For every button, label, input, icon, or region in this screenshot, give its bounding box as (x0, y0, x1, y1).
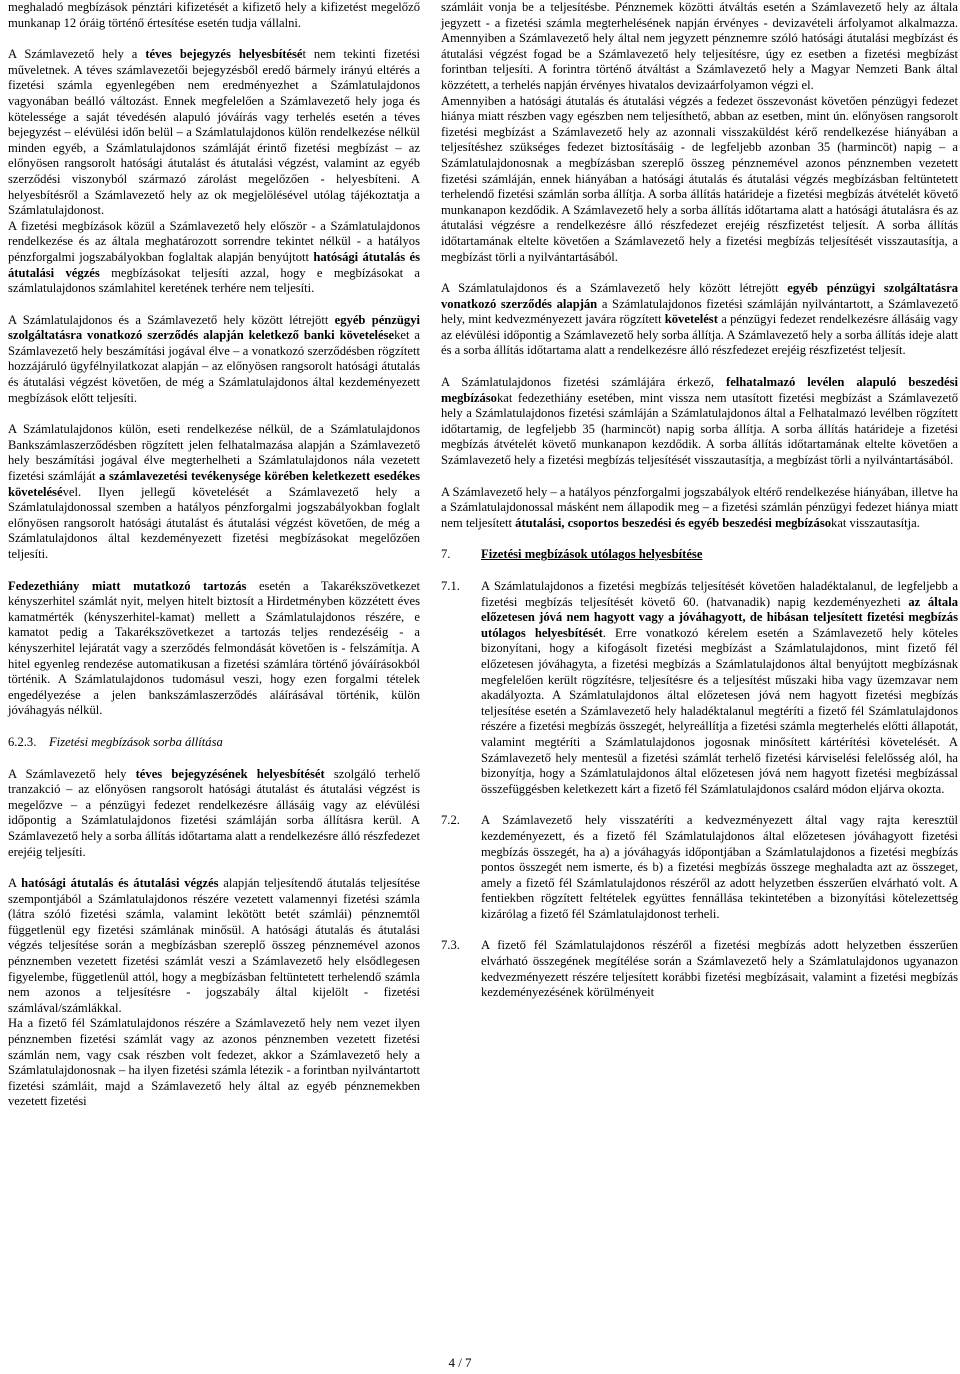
paragraph: A Számlatulajdonos külön, eseti rendelkezése nélkül, de a Számlatulajdonos Bankszámlaszerződésben rögzített jelen felhatalmazása alapján a Számlavezető hely beszámítási jogával élve megterhelheti a Számlatulajdonos nála vezetett fizetési számláját a számlavezetési tevékenysége körében keletkezett esedékes követelésével. Ilyen jellegű követelését a Számlavezető hely a Számlatulajdonossal szemben a hatályos pénzforgalmi jogszabályokban foglalt előnyösen rangsorolt hatósági átutalást és átutalási végzést követően, de még a Számlatulajdonos által kezdeményezett fizetési megbízásokat megelőzően teljesíti. (8, 422, 420, 561)
paragraph: Amennyiben a hatósági átutalás és átutalási végzés a fedezet összevonást követően pénzügyi fedezet hiánya miatt részben vagy egészben nem teljesíthető, abban az esetben, mint ún. előnyösen rangsorolt fizetési megbízást a Számlavezető hely az azonnali visszaküldést kérő rendelkezése hiányában a teljesítéshez szükséges fedezet biztosításáig - de legfeljebb azonban 35 (harmincöt) napig – a Számlatulajdonosnak a megbízásban szereplő összeg pénznemével azonos pénznemben vezetett fizetési számláján, ennek hiányában a hatósági átutalás és átutalási végzés megbízásban feltüntetett terhelendő fizetési számlán sorba állítja. A sorba állítás határideje a fizetési megbízás átvételét követő munkanapon kezdődik. A Számlavezető hely a sorba állítás időtartama alatt a hatósági átutalásra és az átutalási végzésre a rendelkezésre álló részfedezet erejéig részfizetést teljesít. A sorba állítás időtartamának eltelte követően a Számlavezető hely a fizetési megbízás teljesítését visszautasítja, a megbízást törli a nyilvántartásából. (441, 93, 958, 264)
subsection-7-2 (441, 813, 958, 922)
subsection-7-1 (441, 579, 958, 797)
section-title: Fizetési megbízások utólagos helyesbítése (481, 547, 703, 562)
paragraph: A fizetési megbízások közül a Számlavezető hely először - a Számlatulajdonos rendelkezése és az általa meghatározott sorrendre tekintet nélkül - a hatályos pénzforgalmi jogszabályokban foglaltak alapján benyújtott hatósági átutalás és átutalási végzés megbízásokat teljesíti azzal, hogy e megbízásokat a számlatulajdonos számlahitel keretének terhére nem teljesíti. (8, 218, 421, 296)
paragraph: Ha a fizető fél Számlatulajdonos részére a Számlavezető hely nem vezet ilyen pénznemben fizetési számlát vagy az azonos pénznemben vezetett fizetési számlán nem, vagy csak részben volt fedezet, akkor a Számlavezető hely a Számlatulajdonosnak – ha ilyen fizetési számla létezik - a forintban nyilvántartott fizetési számláit, majd a Számlavezető hely által az egyéb pénznemekben vezetett fizetési (8, 1016, 420, 1109)
right-column (441, 0, 958, 1001)
paragraph: A Számlavezető hely a téves bejegyzés helyesbítését nem tekinti fizetési műveletnek. A téves számlavezetői bejegyzésből eredő bármely irányú eltérés a fizetési számla egyenlegében nem eredményezhet a Számlatulajdonos vagyonában beálló változást. Ennek megfelelően a Számlavezető hely joga és kötelessége a saját tévedésén alapuló jóváírás vagy terhelés esetén a téves bejegyzést – elévülési időn belül – a Számlatulajdonos külön rendelkezése nélkül minden egyéb, a Számlatulajdonos számláját érintő fizetési megbízást – az előnyösen rangsorolt hatósági átutalást és átutalási végzést, valamint az egyéb szerződési viszonyból származó zárolást megelőzően - helyesbíteni. A helyesbítésről a Számlavezető hely az ok megjelölésével utólag tájékoztatja a Számlatulajdonost. (8, 47, 421, 218)
paragraph: A fizető fél Számlatulajdonos részéről a fizetési megbízás adott helyzetben ésszerűen elvárható összegének megítélése során a Számlavezető hely a Számlatulajdonos ugyanazon kedvezményezett részére teljesített korábbi fizetési megbízásait, valamint a fizetési megbízás kezdeményezésének körülményeit (481, 938, 958, 1000)
paragraph: A Számlavezető hely visszatéríti a kedvezményezett által vagy rajta keresztül kezdeményezett, és a fizető fél Számlatulajdonos által előzetesen jóváhagyott fizetési megbízás összegét, ha a) a jóváhagyás időpontjában a Számlatulajdonos a fizetési megbízás pontos összegét nem ismerte, és b) a fizetési megbízás összege meghaladta azt az összeget, amely a fizető fél Számlatulajdonos részéről az adott helyzetben ésszerűen elvárható volt. A fentiekben rögzített feltételek együttes fennállása tekintetében a bizonyítási kötelezettség kizárólag a fizető fél Számlatulajdonost terheli. (481, 813, 958, 921)
section-heading: 6.2.3. Fizetési megbízások sorba állítása (8, 734, 223, 749)
left-column (8, 0, 420, 1110)
subsection-7-3 (441, 938, 958, 1000)
paragraph: A Számlatulajdonos fizetési számlájára érkező, felhatalmazó levélen alapuló beszedési megbízásokat fedezethiány esetében, mint vissza nem utasított fizetési megbízást a Számlavezető hely a Számlatulajdonos fizetési számláján a Számlatulajdonos által a Felhatalmazó levélben rögzített időtartamig, de legfeljebb 35 (harmincöt) napig sorba állítja. A sorba állítás határideje a fizetési megbízás átvételét követő munkanapon kezdődik. A sorba állítás időtartamának eltelte követően a Számlavezető hely a fizetési megbízás teljesítését visszautasítja, a megbízást törli a nyilvántartásából. (441, 375, 958, 468)
paragraph: A Számlavezető hely – a hatályos pénzforgalmi jogszabályok eltérő rendelkezése hiányában, illetve ha a Számlatulajdonossal másként nem állapodik meg – a fizetési számlán pénzügyi fedezet hiánya miatt nem teljesített átutalási, csoportos beszedési és egyéb beszedési megbízásokat visszautasítja. (441, 484, 958, 530)
paragraph: számláit vonja be a teljesítésbe. Pénznemek közötti átváltás esetén a Számlavezető hely az általa jegyzett - a fizetési számla megterhelésének napján érvényes - devizavételi árfolyamot alkalmazza. Amennyiben a Számlavezető hely által nem jegyzett pénznemre szóló hatósági átutalási megbízást és átutalási végzést fogad be a Számlavezető hely teljesítésre, úgy ez esetben a fizetési megbízást forintban teljesíti. A forintra történő átváltást a Számlavezető hely a Magyar Nemzeti Bank által közzétett, a terhelés napján érvényes hivatalos devizaárfolyamon végzi el. (441, 0, 958, 92)
section-7-heading (441, 547, 958, 563)
paragraph: meghaladó megbízások pénztári kifizetését a kifizető hely a kifizetést megelőző munkanap 12 óráig történő értesítése esetén tudja vállalni. (8, 0, 420, 30)
paragraph: A hatósági átutalás és átutalási végzés alapján teljesítendő átutalás teljesítése szempontjából a Számlatulajdonos részére vezetett valamennyi fizetési számla (látra szóló fizetési számla, valamint lekötött betét számlái) pénznemtől függetlenül egy fizetési számlának minősül. A hatósági átutalás és átutalási végzés teljesítése során a megbízásban szereplő összeg pénznemével azonos pénznemben vezetett fizetési számlát veszi a Számlavezető hely elsődlegesen figyelembe, függetlenül attól, hogy a megbízásban feltüntetett terhelendő számla nem azonos a teljesítésre - jogszabály által kijelölt - fizetési számlával/számlákkal. (8, 876, 420, 1015)
paragraph: Fedezethiány miatt mutatkozó tartozás esetén a Takarékszövetkezet kényszerhitel számlát nyit, melyen hitelt biztosít a Hirdetményben közzétett éves kamatmérték (kényszerhitel-kamat) mellett a Számlatulajdonos részére, e kamatot pedig a Takarékszövetkezet a tartozás teljes rendezéséig - a kényszerhitel lejáratát vagy a szerződés felmondását követően is - felszámítja. A hitel egyenleg rendezése automatikusan a fizetési számlára történő jóváírásokból történik. A Számlatulajdonos tudomásul veszi, hogy ezen forgalmi tételek engedélyezése a jelen bankszámlaszerződés aláírásával történik, külön jóváhagyás nélkül. (8, 578, 420, 718)
paragraph: A Számlatulajdonos és a Számlavezető hely között létrejött egyéb pénzügyi szolgáltatásra vonatkozó szerződés alapján a Számlatulajdonos fizetési számláján nyilvántartott, a Számlavezető hely, mint kedvezményezett javára rögzített követelést a pénzügyi fedezet rendelkezésre állásáig vagy az elévülési időpontig a Számlavezető hely sorba állítja. A Számlavezető hely a sorba állítás ideje alatt és a sorba állítás időtartama alatt a rendelkezésre álló részfedezet erejéig részfizetést teljesít. (441, 281, 959, 358)
paragraph: A Számlavezető hely téves bejegyzésének helyesbítését szolgáló terhelő tranzakció – az előnyösen rangsorolt hatósági átutalást és átutalási végzést is megelőzve – a pénzügyi fedezet rendelkezésre állásáig vagy az elévülési időpontig a Számlatulajdonos fizetési számláján sorba állításra kerül. A Számlavezető hely a sorba állítás időtartama alatt a rendelkezésre álló részfedezet erejéig teljesíti. (8, 766, 420, 859)
paragraph: A Számlatulajdonos a fizetési megbízás teljesítését követően haladéktalanul, de legfeljebb a fizetési megbízás teljesítését követő 60. (hatvanadik) napig kezdeményezheti az általa előzetesen jóvá nem hagyott vagy a jóváhagyott, de hibásan teljesített fizetési megbízás utólagos helyesbítését. Erre vonatkozó kérelem esetén a Számlavezető hely köteles bizonyítani, hogy a kifogásolt fizetési megbízást a Számlatulajdonos, mint fizető fél előzetesen jóváhagyta, a fizetési megbízás a Számlatulajdonos által benyújtott megbízásnak megfelelően került rögzítésre, teljesítésre és a teljesítést műszaki hiba vagy üzemzavar nem akadályozta. A Számlatulajdonos által előzetesen jóvá nem hagyott fizetési megbízás teljesítése esetén a Számlavezető hely haladéktalanul megtéríti a fizető fél Számlatulajdonos részére a fizetési megbízás összegét, helyreállítja a fizetési számla megterhelés előtti állapotát, valamint megtéríti a Számlatulajdonos jogosnak minősített kártérítési követelését. A Számlavezető hely mentesül a fizetési számlát terhelő fizetési kárviselési felelősség alól, ha bizonyítja, hogy a Számlatulajdonos által előzetesen jóvá nem hagyott fizetési megbízással összefüggésben keletkezett kárt a fizető fél Számlatulajdonos csalárd módon eljárva okozta. (481, 579, 958, 796)
section-number: 7. (441, 547, 451, 562)
page-number: 4 / 7 (448, 1355, 472, 1370)
subsection-number: 7.1. (441, 579, 460, 593)
subsection-number: 7.2. (441, 813, 460, 828)
paragraph: A Számlatulajdonos és a Számlavezető hely között létrejött egyéb pénzügyi szolgáltatásra vonatkozó szerződés alapján keletkező banki követeléseket a Számlavezető hely beszámítási jogával élve – a vonatkozó szerződésben rögzített hozzájáruló ügyfélnyilatkozat alapján – az előnyösen rangsorolt hatósági átutalás és átutalási végzést követően, de még a Számlatulajdonos által kezdeményezett megbízások előtt teljesíti. (8, 312, 420, 405)
subsection-number: 7.3. (441, 938, 460, 953)
